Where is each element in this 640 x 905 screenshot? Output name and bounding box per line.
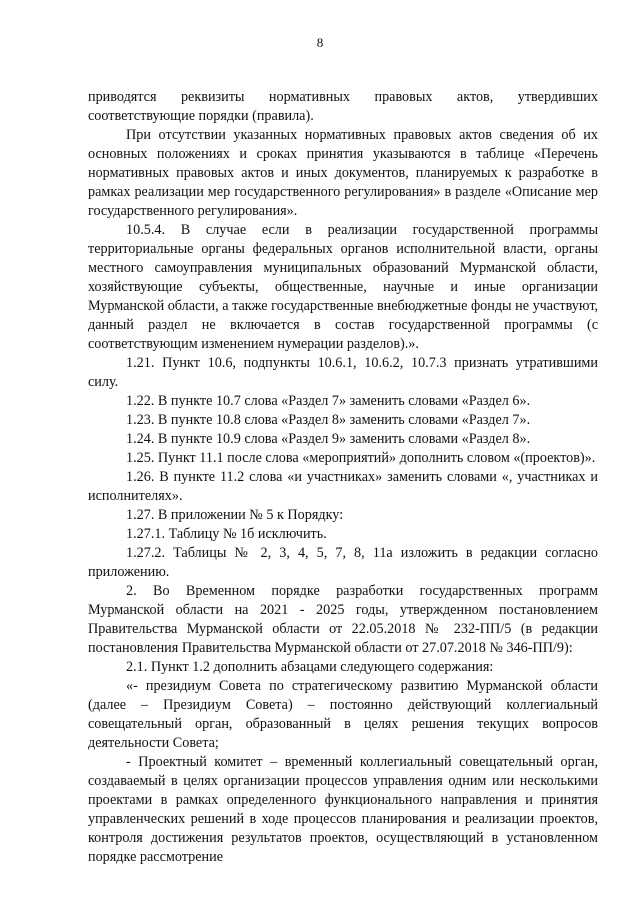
paragraph: 1.26. В пункте 11.2 слова «и участниках» заменить словами «, участниках и исполнителях». bbox=[88, 469, 598, 504]
paragraph: 1.22. В пункте 10.7 слова «Раздел 7» заменить словами «Раздел 6». bbox=[126, 393, 531, 409]
paragraph: 2. Во Временном порядке разработки государственных программ Мурманской области на 2021 - 2025 годы, утвержденном постановлением Правительства Мурманской области от 22.05.2018 № 232-ПП/5 (в редакции постановления Правительства Мурманской области от 27.07.2018 № 346-ПП/9): bbox=[88, 583, 598, 656]
paragraph: 1.27.1. Таблицу № 1б исключить. bbox=[126, 526, 327, 542]
paragraph: 1.21. Пункт 10.6, подпункты 10.6.1, 10.6.2, 10.7.3 признать утратившими силу. bbox=[88, 355, 598, 390]
document-body bbox=[88, 88, 598, 867]
paragraph: 2.1. Пункт 1.2 дополнить абзацами следующего содержания: bbox=[126, 659, 494, 675]
paragraph: 1.25. Пункт 11.1 после слова «мероприятий» дополнить словом «(проектов)». bbox=[126, 450, 596, 466]
paragraph: - Проектный комитет – временный коллегиальный совещательный орган, создаваемый в целях организации процессов управления одним или несколькими проектами в рамках определенного функционального направления и принятия управленческих решений в ходе процессов планирования и реализации проектов, контроля достижения результатов проектов, осуществляющий в установленном порядке рассмотрение bbox=[88, 754, 598, 865]
paragraph: приводятся реквизиты нормативных правовых актов, утвердивших соответствующие порядки (правила). bbox=[88, 89, 598, 124]
paragraph: 1.24. В пункте 10.9 слова «Раздел 9» заменить словами «Раздел 8». bbox=[126, 431, 531, 447]
paragraph: 1.27.2. Таблицы № 2, 3, 4, 5, 7, 8, 11а изложить в редакции согласно приложению. bbox=[88, 545, 598, 580]
page-number: 8 bbox=[316, 35, 324, 50]
paragraph: 1.23. В пункте 10.8 слова «Раздел 8» заменить словами «Раздел 7». bbox=[126, 412, 531, 428]
paragraph: «- президиум Совета по стратегическому развитию Мурманской области (далее – Президиум Совета) – постоянно действующий коллегиальный совещательный орган, образованный в целях решения текущих вопросов деятельности Совета; bbox=[88, 678, 598, 751]
paragraph: 10.5.4. В случае если в реализации государственной программы территориальные органы федеральных органов исполнительной власти, органы местного самоуправления муниципальных образований Мурманской области, хозяйствующие субъекты, общественные, научные и иные организации Мурманской области, а также государственные внебюджетные фонды не участвуют, данный раздел не включается в состав государственной программы (с соответствующим изменением нумерации разделов).». bbox=[88, 222, 598, 352]
paragraph: 1.27. В приложении № 5 к Порядку: bbox=[126, 507, 344, 523]
paragraph: При отсутствии указанных нормативных правовых актов сведения об их основных положениях и сроках принятия указываются в таблице «Перечень нормативных правовых актов и иных документов, планируемых к разработке в рамках реализации мер государственного регулирования» в разделе «Описание мер государственного регулирования». bbox=[88, 127, 598, 219]
